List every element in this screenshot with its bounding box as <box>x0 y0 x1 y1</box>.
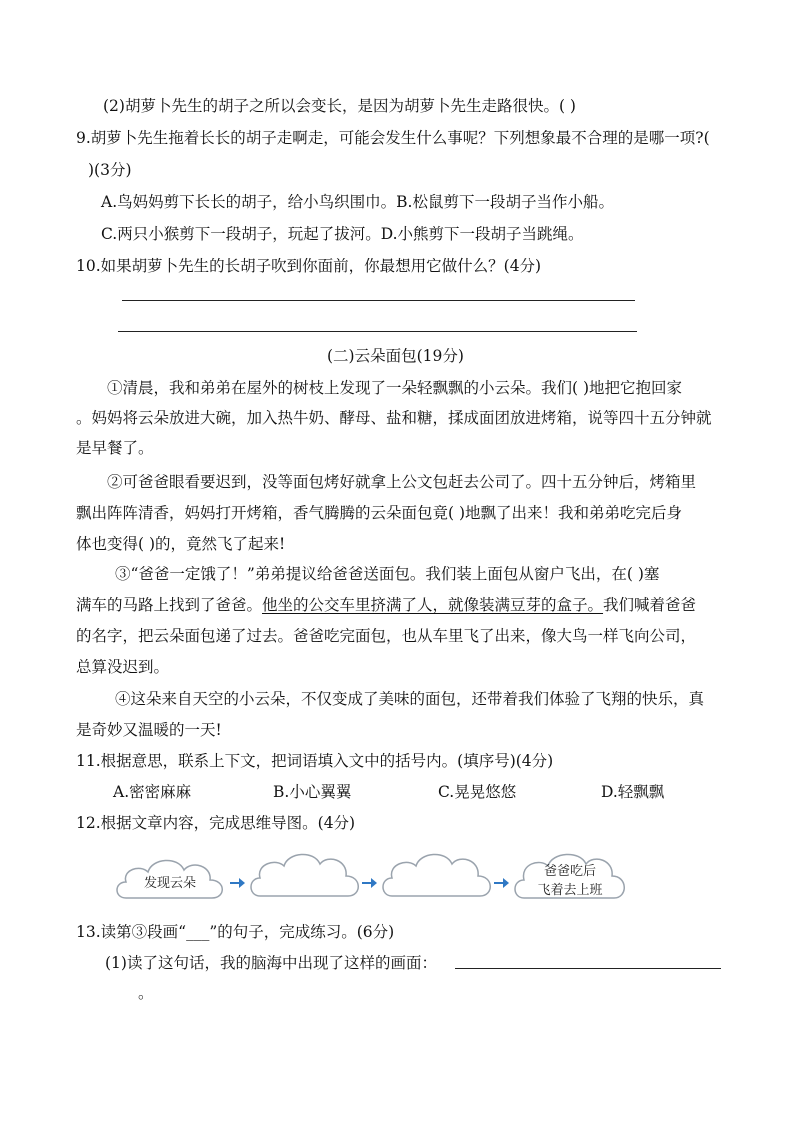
q11-option: B.小心翼翼 <box>273 783 352 801</box>
q9-stem-line2: )(3分) <box>88 161 132 179</box>
paragraph-1-line: 是早餐了。 <box>76 439 154 457</box>
q12-stem: 12.根据文章内容，完成思维导图。(4分) <box>76 814 356 832</box>
answer-line <box>122 300 635 301</box>
q9-stem-line1: 9.胡萝卜先生拖着长长的胡子走啊走，可能会发生什么事呢？下列想象最不合理的是哪一项?( <box>76 129 710 147</box>
underlined-sentence: 他坐的公交车里挤满了人，就像装满豆芽的盒子。 <box>262 596 604 614</box>
mindmap-cloud-2 <box>246 846 364 904</box>
answer-line <box>455 968 721 969</box>
q13-item1: (1)读了这句话，我的脑海中出现了这样的画面： <box>105 954 437 972</box>
paragraph-3-line: 总算没迟到。 <box>76 658 170 676</box>
paragraph-3-line <box>76 595 696 615</box>
paragraph-3-line: 的名字，把云朵面包递了过去。爸爸吃完面包，也从车里飞了出来，像大鸟一样飞向公司， <box>76 627 697 645</box>
mindmap-cloud-1 <box>112 852 228 908</box>
q11-option: A.密密麻麻 <box>113 783 192 801</box>
mindmap-cloud-3 <box>378 846 496 904</box>
paragraph-3-text: 满车的马路上找到了爸爸。 <box>76 596 263 614</box>
paragraph-2-line: 体也变得( )的，竟然飞了起来! <box>76 535 286 553</box>
paragraph-1-line: ①清晨，我和弟弟在屋外的树枝上发现了一朵轻飘飘的小云朵。我们( )地把它抱回家 <box>107 379 683 397</box>
q9-options-line2: C.两只小猴剪下一段胡子，玩起了拔河。D.小熊剪下一段胡子当跳绳。 <box>101 225 584 243</box>
paragraph-4-line: ④这朵来自天空的小云朵，不仅变成了美味的面包，还带着我们体验了飞翔的快乐，真 <box>115 690 705 708</box>
arrow-icon <box>362 875 378 893</box>
paragraph-3-text: 我们喊着爸爸 <box>603 596 697 614</box>
q13-item1-end: 。 <box>138 984 154 1002</box>
section-title: (二)云朵面包(19分) <box>327 347 464 365</box>
q11-stem: 11.根据意思，联系上下文，把词语填入文中的括号内。(填序号)(4分) <box>76 752 554 770</box>
mindmap-cloud-4 <box>510 846 630 906</box>
cloud-shape <box>378 846 496 904</box>
q11-option: C.晃晃悠悠 <box>438 783 517 801</box>
paragraph-3-line: ③“爸爸一定饿了！”弟弟提议给爸爸送面包。我们装上面包从窗户飞出，在( )塞 <box>115 565 660 583</box>
q9-options-line1: A.鸟妈妈剪下长长的胡子，给小鸟织围巾。B.松鼠剪下一段胡子当作小船。 <box>101 193 614 211</box>
cloud-shape <box>246 846 364 904</box>
cloud-4-label-line2: 飞着去上班 <box>537 883 603 898</box>
q8-item2: (2)胡萝卜先生的胡子之所以会变长，是因为胡萝卜先生走路很快。( ) <box>103 97 576 115</box>
q13-stem: 13.读第③段画“___”的句子，完成练习。(6分) <box>76 923 395 941</box>
paragraph-4-line: 是奇妙又温暖的一天! <box>76 721 222 739</box>
paragraph-1-line: 。妈妈将云朵放进大碗，加入热牛奶、酵母、盐和糖，揉成面团放进烤箱，说等四十五分钟就 <box>76 409 712 427</box>
cloud-1-label: 发现云朵 <box>143 876 196 891</box>
answer-line <box>118 331 637 332</box>
arrow-icon <box>230 875 246 893</box>
cloud-4-label-line1: 爸爸吃后 <box>543 864 596 879</box>
q11-option: D.轻飘飘 <box>601 783 665 801</box>
q10-stem: 10.如果胡萝卜先生的长胡子吹到你面前，你最想用它做什么？(4分) <box>76 257 542 275</box>
arrow-icon <box>494 875 510 893</box>
paragraph-2-line: 飘出阵阵清香，妈妈打开烤箱，香气腾腾的云朵面包竟( )地飘了出来！我和弟弟吃完后身 <box>76 504 683 522</box>
paragraph-2-line: ②可爸爸眼看要迟到，没等面包烤好就拿上公文包赶去公司了。四十五分钟后，烤箱里 <box>107 473 697 491</box>
